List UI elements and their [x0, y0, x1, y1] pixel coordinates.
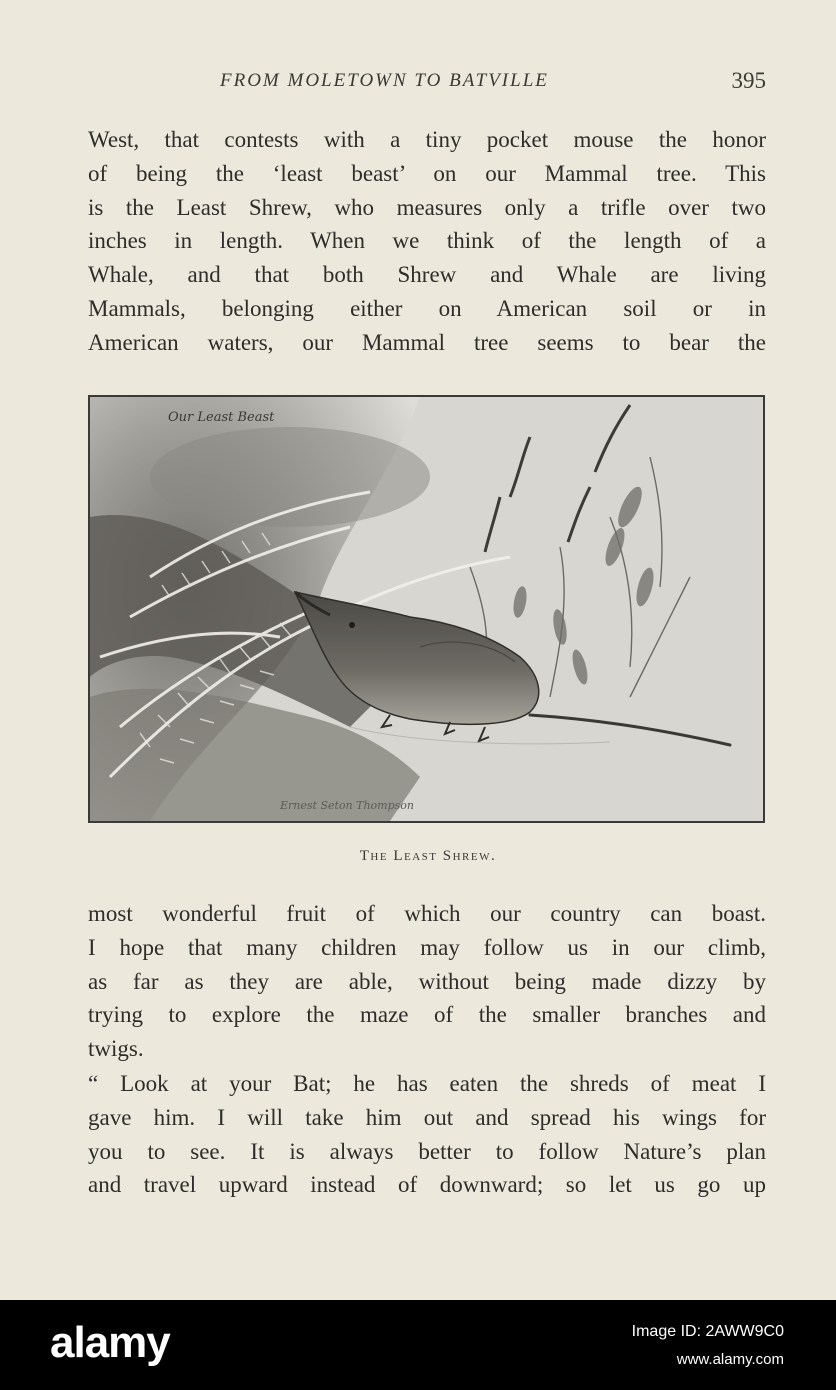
running-head — [88, 68, 768, 98]
text-line: trying to explore the maze of the smaller branches and — [88, 1002, 766, 1028]
text-line: as far as they are able, without being made dizzy by — [88, 968, 766, 994]
text-line: of being the ‘least beast’ on our Mammal tree. This — [88, 160, 766, 186]
text-line: and travel upward instead of downward; so let us go up — [88, 1172, 766, 1198]
paragraph-continued — [88, 123, 766, 360]
text-line: is the Least Shrew, who measures only a trifle over two — [88, 194, 766, 220]
watermark-id — [632, 1318, 784, 1374]
text-line: West, that contests with a tiny pocket mouse the honor — [88, 127, 766, 152]
shrew-drawing — [90, 397, 763, 821]
paragraph-continued-2 — [88, 897, 766, 1066]
page-number: 395 — [731, 68, 766, 93]
paragraph-new — [88, 1067, 766, 1202]
site-url-text: www.alamy.com — [676, 1351, 784, 1368]
artist-signature: Ernest Seton Thompson — [280, 799, 414, 812]
text-line: I hope that many children may follow us in our climb, — [88, 934, 766, 960]
text-line: “ Look at your Bat; he has eaten the shreds of meat I — [88, 1071, 766, 1096]
running-title: FROM MOLETOWN TO BATVILLE — [220, 70, 549, 91]
text-line: Whale, and that both Shrew and Whale are living — [88, 262, 766, 288]
watermark-logo: alamy — [50, 1318, 170, 1367]
figure-inscription: Our Least Beast — [168, 410, 275, 425]
text-line: gave him. I will take him out and spread his wings for — [88, 1104, 766, 1130]
image-id-text: Image ID: 2AWW9C0 — [631, 1323, 784, 1340]
watermark-bar — [0, 1300, 836, 1390]
text-line: twigs. — [88, 1036, 144, 1062]
shrew-illustration — [88, 395, 765, 823]
text-line: inches in length. When we think of the length of a — [88, 228, 766, 254]
figure-caption: The Least Shrew. — [359, 848, 497, 864]
text-line: American waters, our Mammal tree seems to bear the — [88, 329, 766, 355]
text-line: most wonderful fruit of which our country can boast. — [88, 901, 766, 926]
text-line: Mammals, belonging either on American soil or in — [88, 295, 766, 321]
text-line: you to see. It is always better to follow Nature’s plan — [88, 1138, 766, 1164]
